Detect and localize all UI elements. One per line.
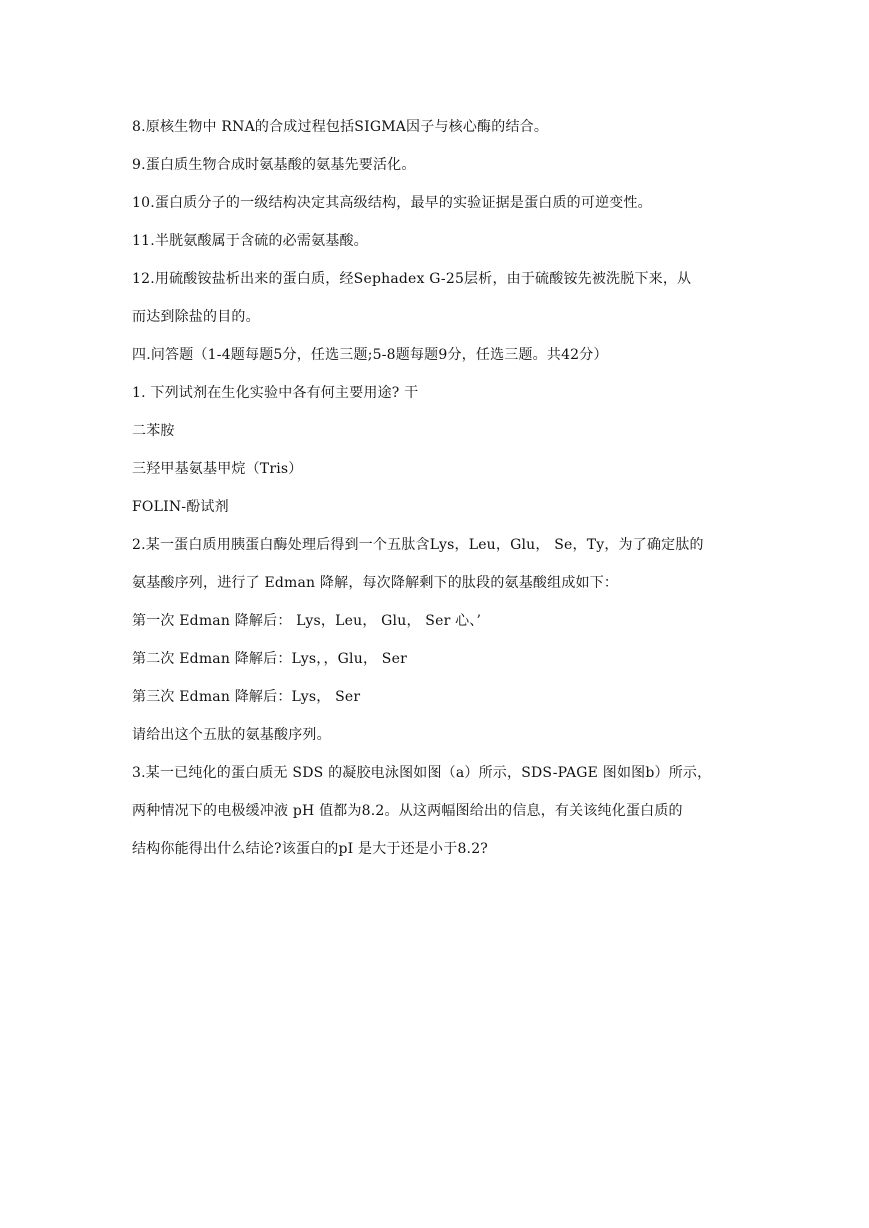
question-3-line-2: 两种情况下的电极缓冲液 pH 值都为8.2。从这两幅图给出的信息，有关该纯化蛋白质的 (132, 803, 683, 819)
question-2-line-2: 氨基酸序列，进行了 Edman 降解，每次降解剩下的肽段的氨基酸组成如下： (132, 575, 619, 591)
question-3-line-3: 结构你能得出什么结论?该蛋白的pI 是大于还是小于8.2? (132, 841, 489, 857)
statement-8: 8.原核生物中 RNA的合成过程包括SIGMA因子与核心酶的结合。 (132, 119, 549, 135)
edman-step-3: 第三次 Edman 降解后：Lys， Ser (132, 689, 361, 705)
statement-11: 11.半胱氨酸属于含硫的必需氨基酸。 (132, 233, 368, 249)
statement-9: 9.蛋白质生物合成时氨基酸的氨基先要活化。 (132, 157, 416, 173)
section-heading-questions: 四.问答题（1-4题每题5分，任选三题;5-8题每题9分，任选三题。共42分） (132, 347, 608, 363)
edman-step-1: 第一次 Edman 降解后： Lys，Leu， Glu， Ser 心、’ (132, 613, 482, 629)
question-1-item-tris: 三羟甲基氨基甲烷（Tris） (132, 461, 303, 477)
question-1-item-diphenylamine: 二苯胺 (132, 423, 175, 439)
document-page (132, 108, 742, 868)
question-1: 1. 下列试剂在生化实验中各有何主要用途? 干 (132, 385, 419, 401)
statement-12-line-2: 而达到除盐的目的。 (132, 309, 260, 325)
statement-12-line-1: 12.用硫酸铵盐析出来的蛋白质，经Sephadex G-25层析，由于硫酸铵先被洗脱下来，从 (132, 271, 692, 287)
question-2-line-1: 2.某一蛋白质用胰蛋白酶处理后得到一个五肽含Lys，Leu，Glu， Se，Ty，为了确定肽的 (132, 537, 704, 553)
edman-step-2: 第二次 Edman 降解后：Lys，，Glu， Ser (132, 651, 407, 667)
statement-10: 10.蛋白质分子的一级结构决定其高级结构，最早的实验证据是蛋白质的可逆变性。 (132, 195, 652, 211)
question-1-item-folin: FOLIN-酚试剂 (132, 499, 229, 515)
question-2-prompt: 请给出这个五肽的氨基酸序列。 (132, 727, 331, 743)
question-3-line-1: 3.某一已纯化的蛋白质无 SDS 的凝胶电泳图如图（a）所示，SDS-PAGE 图如图b）所示， (132, 765, 712, 781)
